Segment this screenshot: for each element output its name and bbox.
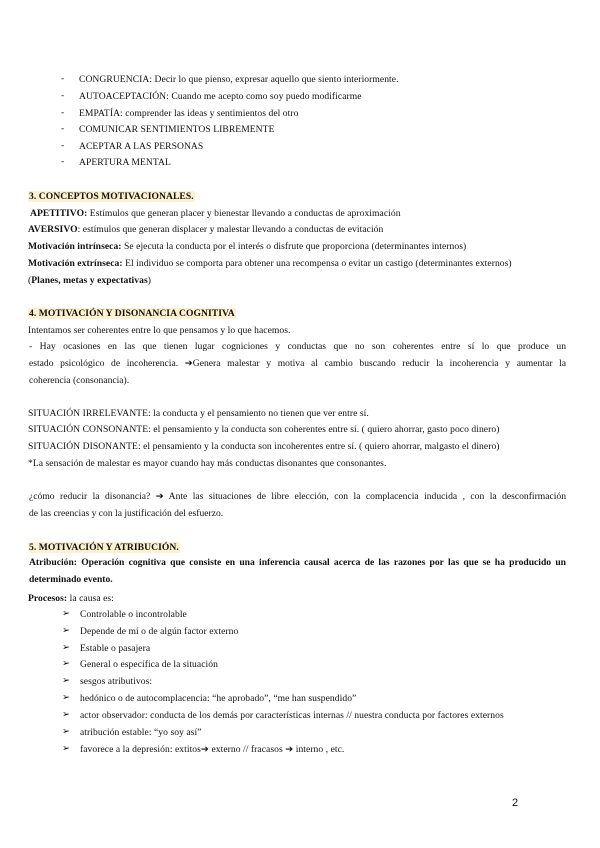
list-item: APERTURA MENTAL bbox=[79, 157, 171, 168]
intrinseca-definition: Motivación intrínseca: Se ejecuta la conducta por el interés o disfrute que proporciona (determinantes internos) bbox=[28, 241, 467, 252]
arrow-bullet-icon: ➢ bbox=[62, 625, 71, 636]
list-item: Controlable o incontrolable bbox=[80, 609, 187, 620]
list-dash: - bbox=[61, 156, 65, 167]
list-item: sesgos atributivos: bbox=[80, 676, 153, 687]
list-item: ACEPTAR A LAS PERSONAS bbox=[79, 141, 204, 152]
list-item: Estable o pasajera bbox=[80, 643, 151, 654]
disonancia-paragraph: - Hay ocasiones en las que tienen lugar cogniciones y conductas que no son coherentes entre sí lo que produce un estado psicológico de incoherencia. ➔Genera malestar y motiva al cambio buscando reducir la incoherencia y aumentar la coherencia (consonancia). bbox=[29, 341, 566, 386]
procesos-label: Procesos: la causa es: bbox=[28, 593, 114, 604]
arrow-bullet-icon: ➢ bbox=[62, 726, 71, 737]
list-item: atribución estable: “yo soy así” bbox=[80, 727, 202, 738]
aversivo-definition: AVERSIVO: estímulos que generan displacer y malestar llevando a conductas de evitación bbox=[28, 224, 384, 235]
section-4-intro: Intentamos ser coherentes entre lo que pensamos y lo que hacemos. bbox=[28, 325, 291, 336]
disonancia-note: *La sensación de malestar es mayor cuando hay más conductas disonantes que consonantes. bbox=[28, 458, 387, 469]
atribucion-definition: Atribución: Operación cognitiva que consiste en una inferencia causal acerca de las razones por las que se ha producido un determinado evento. bbox=[29, 557, 566, 585]
reducir-disonancia-paragraph: ¿cómo reducir la disonancia? ➔ Ante las situaciones de libre elección, con la complacencia inducida , con la desconfirmación de las creencias y con la justificación del esfuerzo. bbox=[29, 491, 566, 519]
section-5-heading: 5. MOTIVACIÓN Y ATRIBUCIÓN. bbox=[29, 542, 179, 553]
list-item: EMPATÍA: comprender las ideas y sentimientos del otro bbox=[79, 108, 299, 119]
planes-note: (Planes, metas y expectativas) bbox=[28, 275, 152, 286]
list-dash: - bbox=[61, 90, 65, 101]
list-item: hedónico o de autocomplacencia: “he aprobado”, “me han suspendido” bbox=[80, 693, 357, 704]
arrow-bullet-icon: ➢ bbox=[62, 608, 71, 619]
list-item: COMUNICAR SENTIMIENTOS LIBREMENTE bbox=[79, 124, 275, 135]
arrow-bullet-icon: ➢ bbox=[62, 709, 71, 720]
situacion-consonante: SITUACIÓN CONSONANTE: el pensamiento y la conducta son coherentes entre sí. ( quiero ahorrar, gasto poco dinero) bbox=[28, 424, 500, 435]
arrow-bullet-icon: ➢ bbox=[62, 743, 71, 754]
list-item: favorece a la depresión: extitos➔ externo // fracasos ➔ interno , etc. bbox=[80, 744, 345, 755]
list-dash: - bbox=[61, 123, 65, 134]
arrow-bullet-icon: ➢ bbox=[62, 642, 71, 653]
list-item: AUTOACEPTACIÓN: Cuando me acepto como soy puedo modificarme bbox=[79, 91, 362, 102]
apetitivo-definition: APETITIVO: Estímulos que generan placer y bienestar llevando a conductas de aproximación bbox=[30, 208, 401, 219]
extrinseca-definition: Motivación extrínseca: El individuo se comporta para obtener una recompensa o evitar un castigo (determinantes externos) bbox=[28, 258, 512, 269]
page-number: 2 bbox=[512, 797, 519, 809]
arrow-bullet-icon: ➢ bbox=[62, 658, 71, 669]
situacion-irrelevante: SITUACIÓN IRRELEVANTE: la conducta y el pensamiento no tienen que ver entre sí. bbox=[28, 408, 369, 419]
list-dash: - bbox=[61, 140, 65, 151]
list-item: actor observador: conducta de los demás por características internas // nuestra conducta por factores externos bbox=[80, 710, 504, 721]
section-4-heading: 4. MOTIVACIÓN Y DISONANCIA COGNITIVA bbox=[29, 308, 235, 319]
list-dash: - bbox=[61, 107, 65, 118]
situacion-disonante: SITUACIÓN DISONANTE: el pensamiento y la conducta son incoherentes entre sí. ( quiero ahorrar, malgasto el dinero) bbox=[28, 441, 500, 452]
arrow-bullet-icon: ➢ bbox=[62, 675, 71, 686]
list-item: General o específica de la situación bbox=[80, 659, 218, 670]
list-item: CONGRUENCIA: Decir lo que pienso, expresar aquello que siento interiormente. bbox=[79, 74, 399, 85]
arrow-bullet-icon: ➢ bbox=[62, 692, 71, 703]
list-item: Depende de mí o de algún factor externo bbox=[80, 626, 239, 637]
section-3-heading: 3. CONCEPTOS MOTIVACIONALES. bbox=[29, 191, 194, 202]
list-dash: - bbox=[61, 73, 65, 84]
